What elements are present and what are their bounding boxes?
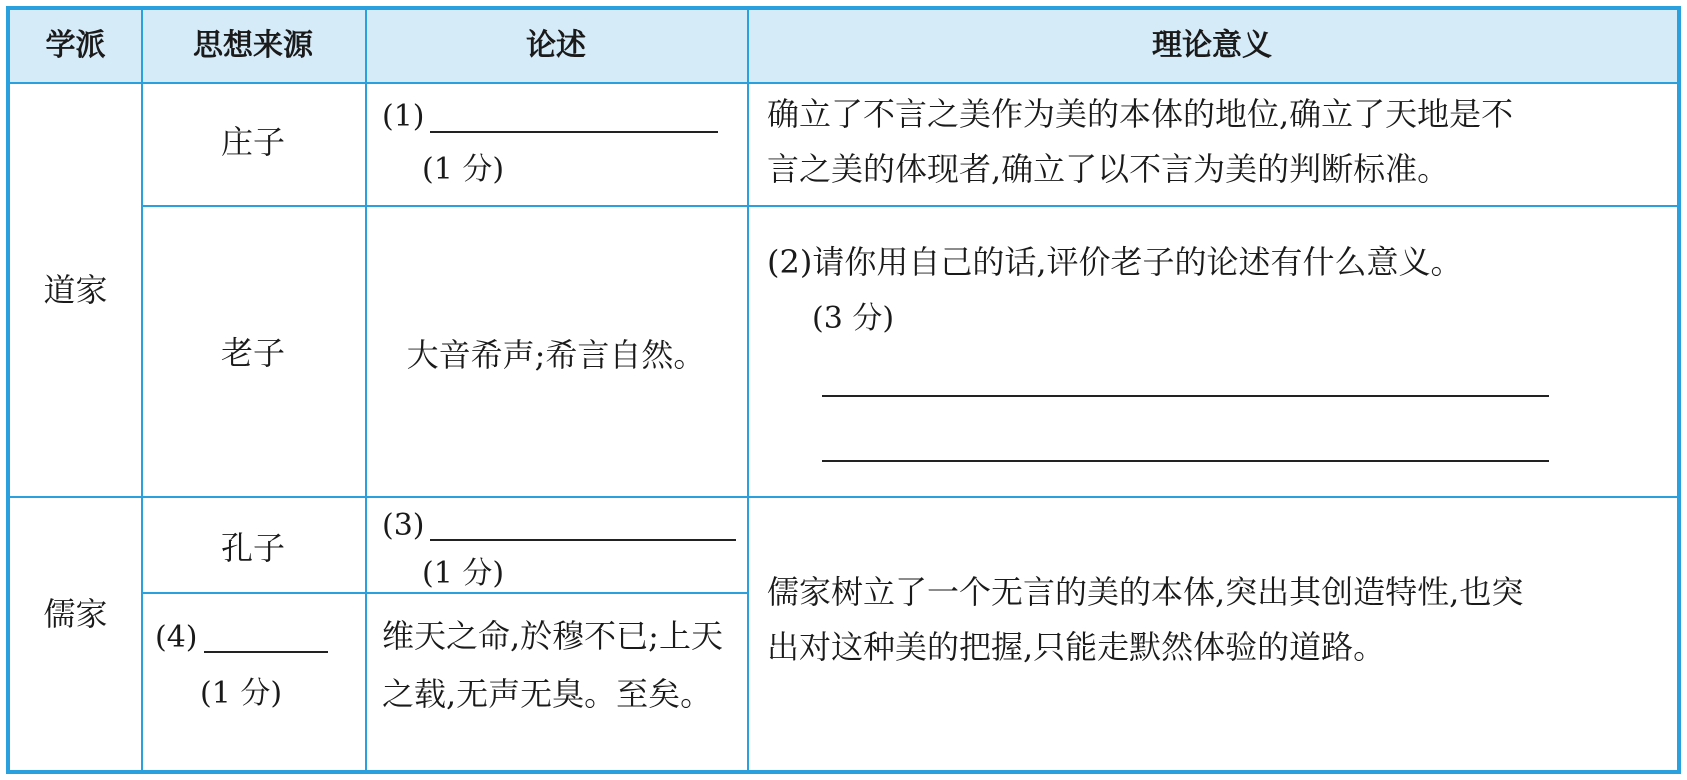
meaning-zhuangzi-line2: 言之美的体现者,确立了以不言为美的判断标准。	[767, 150, 1450, 188]
score-2: (3 分)	[812, 301, 895, 336]
score-4: (1 分)	[200, 676, 283, 711]
school-daojia: 道家	[43, 271, 108, 309]
source-laozi: 老子	[220, 334, 285, 372]
header-meaning: 理论意义	[1152, 28, 1272, 63]
answer-blank-4[interactable]	[204, 651, 328, 653]
answer-blank-2a[interactable]	[822, 395, 1549, 397]
meaning-rujia-line2: 出对这种美的把握,只能走默然体验的道路。	[767, 628, 1386, 666]
source-zhuangzi: 庄子	[220, 123, 285, 161]
school-rujia: 儒家	[43, 595, 108, 633]
divider	[10, 82, 1677, 84]
answer-blank-2b[interactable]	[822, 460, 1549, 462]
meaning-rujia-line1: 儒家树立了一个无言的美的本体,突出其创造特性,也突	[767, 573, 1524, 611]
statement-row4-line2: 之载,无声无臭。至矣。	[382, 675, 713, 713]
source-kongzi: 孔子	[220, 529, 285, 567]
header-school: 学派	[45, 28, 106, 63]
score-1: (1 分)	[422, 152, 505, 187]
divider	[10, 496, 1677, 498]
statement-laozi: 大音希声;希言自然。	[406, 336, 706, 374]
table-frame	[6, 6, 1681, 774]
score-3: (1 分)	[422, 556, 505, 591]
header-source: 思想来源	[193, 28, 313, 63]
divider	[365, 10, 367, 770]
question-2-text: (2)请你用自己的话,评价老子的论述有什么意义。	[767, 243, 1463, 281]
divider	[747, 10, 749, 770]
divider	[141, 205, 1677, 207]
question-3-label: (3)	[382, 508, 425, 543]
question-1-label: (1)	[382, 99, 425, 134]
statement-row4-line1: 维天之命,於穆不已;上天	[382, 617, 723, 655]
answer-blank-3[interactable]	[430, 539, 736, 541]
header-statement: 论述	[526, 28, 586, 63]
question-4-label: (4)	[155, 620, 198, 655]
answer-blank-1[interactable]	[430, 131, 718, 133]
meaning-zhuangzi-line1: 确立了不言之美作为美的本体的地位,确立了天地是不	[767, 95, 1514, 133]
